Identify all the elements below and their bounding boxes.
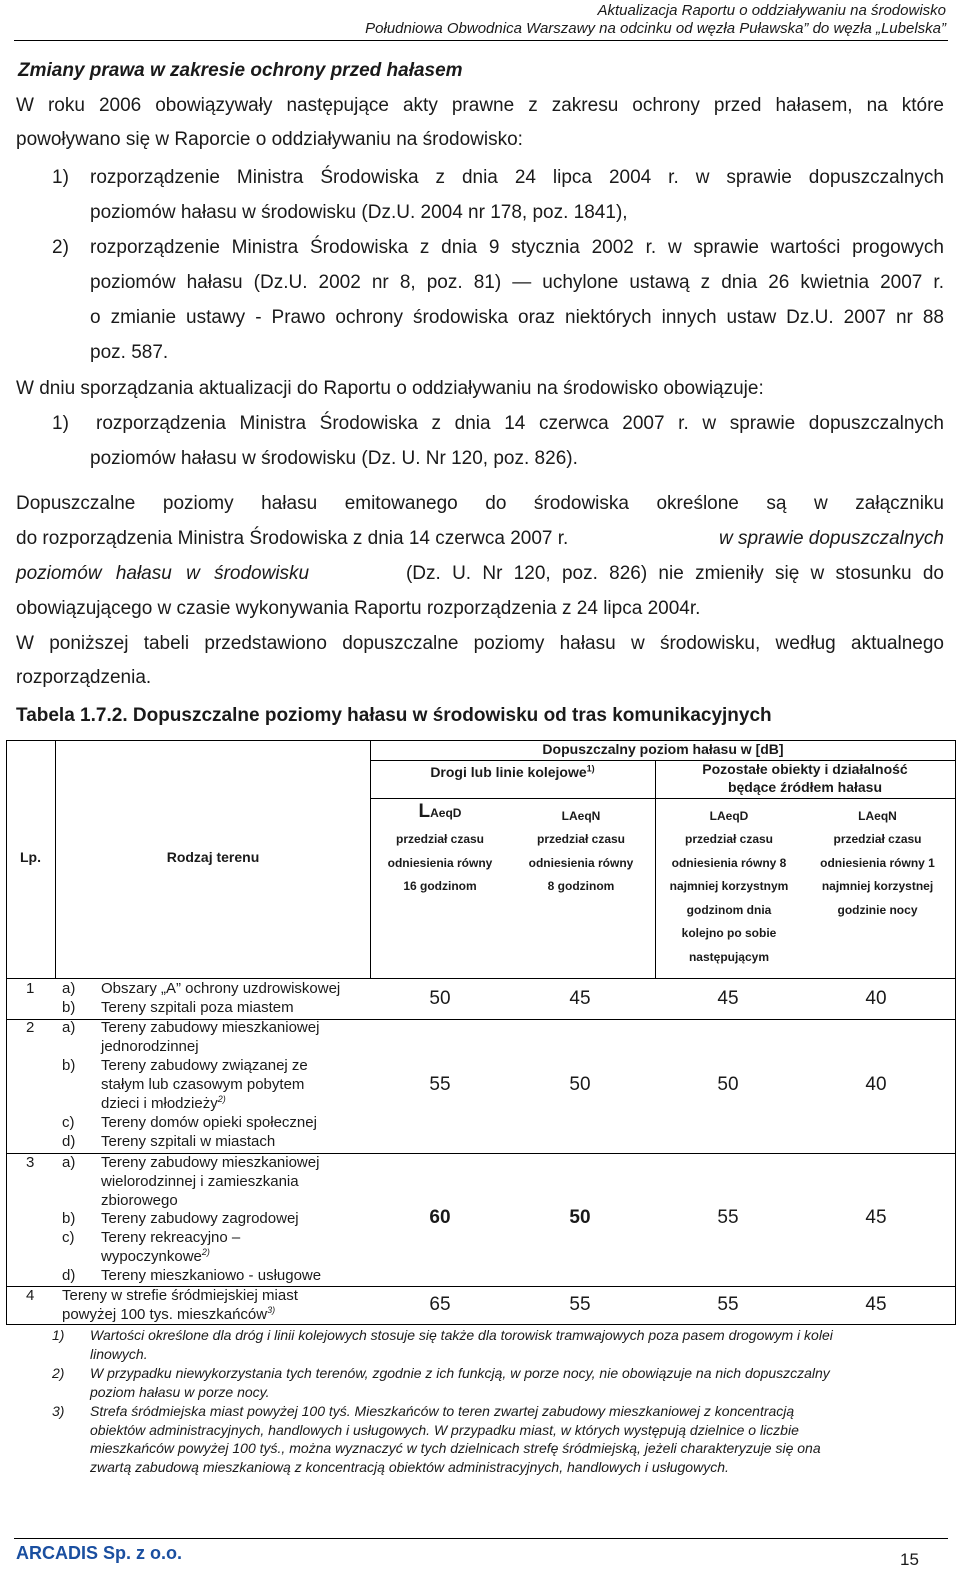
header-other-sources-2: będące źródłem hałasu bbox=[727, 779, 883, 795]
list1-item-2-line-1: rozporządzenie Ministra Środowiska z dnia 9 stycznia 2002 r. w sprawie wartości progowych bbox=[90, 237, 944, 258]
header-line-1: Aktualizacja Raportu o oddziaływaniu na środowisko bbox=[597, 2, 946, 19]
row3-c-label: c) bbox=[62, 1229, 75, 1246]
col2-metric: LAeqN bbox=[561, 809, 601, 823]
footer-divider bbox=[14, 1538, 948, 1539]
row3-c-line-2: wypoczynkowe$^{2)}$ bbox=[101, 1247, 210, 1265]
row3-b-label: b) bbox=[62, 1210, 76, 1227]
row1-b-label: b) bbox=[62, 999, 76, 1016]
row3-d-text: Tereny mieszkaniowo - usługowe bbox=[101, 1267, 322, 1284]
row3-a-line-3: zbiorowego bbox=[101, 1192, 178, 1209]
para1-line-3b: (Dz. U. Nr 120, poz. 826) nie zmieniły się w stosunku do bbox=[405, 563, 944, 584]
row1-value-3: 45 bbox=[717, 988, 739, 1009]
row2-value-1: 55 bbox=[429, 1074, 451, 1095]
col3-desc: przedział czasu odniesienia równy 8 najmniej korzystnym godzinom dnia kolejno po sobie następującym bbox=[669, 832, 789, 964]
header-line-2: Południowa Obwodnica Warszawy na odcinku od węzła Puławska” do węzła „Lubelska” bbox=[365, 20, 946, 37]
row3-value-4: 45 bbox=[865, 1207, 887, 1228]
table-header-bottom-line bbox=[6, 978, 956, 979]
row3-d-label: d) bbox=[62, 1267, 76, 1284]
intro-line-2: powoływano się w Raporcie o oddziaływaniu na środowisko: bbox=[16, 129, 523, 150]
row4-value-2: 55 bbox=[569, 1294, 591, 1315]
row2-c-text: Tereny domów opieki społecznej bbox=[101, 1114, 317, 1131]
list1-item-2-line-3: o zmianie ustawy - Prawo ochrony środowiska oraz niektórych innych ustaw Dz.U. 2007 nr 88 bbox=[90, 307, 944, 328]
row2-value-3: 50 bbox=[717, 1074, 739, 1095]
row2-a-label: a) bbox=[62, 1019, 76, 1036]
intro-line-1: W roku 2006 obowiązywały następujące akty prawne z zakresu ochrony przed hałasem, na które bbox=[16, 95, 944, 116]
row3-b-text: Tereny zabudowy zagrodowej bbox=[101, 1210, 299, 1227]
row1-a-label: a) bbox=[62, 980, 76, 997]
table-row-1-lp: 1 bbox=[26, 980, 35, 997]
list1-item-1-line-1: rozporządzenie Ministra Środowiska z dnia 24 lipca 2004 r. w sprawie dopuszczalnych bbox=[90, 167, 944, 188]
col2-desc: przedział czasu odniesienia równy 8 godzinom bbox=[528, 832, 634, 893]
list2-item-1-num: 1) bbox=[52, 413, 69, 434]
header-area-type: Rodzaj terenu bbox=[166, 849, 260, 865]
list2-item-1-line-1: rozporządzenia Ministra Środowiska z dnia 14 czerwca 2007 r. w sprawie dopuszczalnych bbox=[96, 413, 944, 434]
row2-value-2: 50 bbox=[569, 1074, 591, 1095]
row1-value-4: 40 bbox=[865, 988, 887, 1009]
row2-b-line-2: stałym lub czasowym pobytem bbox=[101, 1076, 305, 1093]
row3-value-3: 55 bbox=[717, 1207, 739, 1228]
footnote-2: 2) W przypadku niewykorzystania tych terenów, zgodnie z ich funkcją, w porze nocy, nie obowiązuje na nich dopuszczalny poziom hałasu w porze nocy. bbox=[52, 1365, 830, 1400]
table-border-right bbox=[955, 740, 956, 1325]
col1-metric: LAeqD bbox=[418, 801, 462, 822]
footnote-3: 3) Strefa śródmiejska miast powyżej 100 tyś. Mieszkańców to teren zwartej zabudowy mieszkaniowej z koncentracją obiektów administracyjnych, handlowych i usługowych. W przypadku miast, w których występują dzielnice o liczbie mieszkańców powyżej 100 tyś., można wyznaczyć w tych dzielnicach strefę śródmiejską, jeżeli charakteryzuje się ona zwartą zabudową mieszkaniową z koncentracją obiektów administracyjnych, handlowych i usługowych. bbox=[52, 1403, 821, 1475]
row4-line-2: powyżej 100 tys. mieszkańców$^{3)}$ bbox=[62, 1305, 276, 1323]
row4-line-1: Tereny w strefie śródmiejskiej miast bbox=[62, 1287, 298, 1304]
para1-line-3a: poziomów hałasu w środowisku bbox=[16, 563, 310, 584]
row2-b-line-3: dzieci i młodzieży$^{2)}$ bbox=[101, 1094, 226, 1112]
row3-a-label: a) bbox=[62, 1154, 76, 1171]
row1-a-text: Obszary „A” ochrony uzdrowiskowej bbox=[101, 980, 341, 997]
para1-line-1: Dopuszczalne poziomy hałasu emitowanego do środowiska określone są w załączniku bbox=[16, 493, 944, 514]
para2-line-2: rozporządzenia. bbox=[16, 667, 152, 688]
col4-desc: przedział czasu odniesienia równy 1 najmniej korzystnej godzinie nocy bbox=[820, 832, 935, 917]
row1-b-text: Tereny szpitali poza miastem bbox=[101, 999, 294, 1016]
col1-desc: przedział czasu odniesienia równy 16 godzinom bbox=[387, 832, 493, 893]
row2-value-4: 40 bbox=[865, 1074, 887, 1095]
row2-c-label: c) bbox=[62, 1114, 75, 1131]
para2-line-1: W poniższej tabeli przedstawiono dopuszczalne poziomy hałasu w środowisku, według aktualnego bbox=[16, 633, 944, 654]
row2-d-text: Tereny szpitali w miastach bbox=[101, 1133, 276, 1150]
footnote-1: 1) Wartości określone dla dróg i linii kolejowych stosuje się także dla torowisk tramwajowych poza pasem drogowym i kolei linowych. bbox=[52, 1327, 833, 1362]
row1-value-2: 45 bbox=[569, 988, 591, 1009]
row4-value-4: 45 bbox=[865, 1294, 887, 1315]
list1-item-2-line-2: poziomów hałasu (Dz.U. 2002 nr 8, poz. 81) — uchylone ustawą z dnia 26 kwietnia 2007 r. bbox=[90, 272, 944, 293]
list1-item-2-line-4: poz. 587. bbox=[90, 342, 169, 363]
table-row-3-lp: 3 bbox=[26, 1154, 35, 1171]
para1-line-2b: w sprawie dopuszczalnych bbox=[719, 528, 944, 549]
header-lp: Lp. bbox=[20, 849, 41, 865]
header-roads-rail: Drogi lub linie kolejowe$^{1)}$ bbox=[430, 763, 595, 780]
subgroup-header-line bbox=[370, 798, 956, 799]
row3-value-1: 60 bbox=[429, 1207, 451, 1228]
list1-item-1-num: 1) bbox=[52, 167, 69, 188]
list1-item-2-num: 2) bbox=[52, 237, 69, 258]
col4-metric: LAeqN bbox=[858, 809, 897, 823]
table-row-4-lp: 4 bbox=[26, 1287, 35, 1304]
row4-value-3: 55 bbox=[717, 1294, 739, 1315]
table-title: Tabela 1.7.2. Dopuszczalne poziomy hałasu w środowisku od tras komunikacyjnych bbox=[16, 705, 772, 726]
row2-b-label: b) bbox=[62, 1057, 76, 1074]
section-title: Zmiany prawa w zakresie ochrony przed hałasem bbox=[18, 60, 463, 81]
row3-c-line-1: Tereny rekreacyjno – bbox=[101, 1229, 241, 1246]
row3-a-line-2: wielorodzinnej i zamieszkania bbox=[101, 1173, 299, 1190]
para1-line-4: obowiązującego w czasie wykonywania Raportu rozporządzenia z 24 lipca 2004r. bbox=[16, 598, 701, 619]
para1-line-2a: do rozporządzenia Ministra Środowiska z dnia 14 czerwca 2007 r. bbox=[16, 528, 569, 549]
page-number: 15 bbox=[900, 1550, 919, 1569]
row1-value-1: 50 bbox=[429, 988, 451, 1009]
row2-b-line-1: Tereny zabudowy związanej ze bbox=[101, 1057, 308, 1074]
row2-d-label: d) bbox=[62, 1133, 76, 1150]
row4-value-1: 65 bbox=[429, 1294, 451, 1315]
table-row-2-lp: 2 bbox=[26, 1019, 35, 1036]
list1-item-1-line-2: poziomów hałasu w środowisku (Dz.U. 2004 nr 178, poz. 1841), bbox=[90, 202, 628, 223]
company-logo-text: ARCADIS Sp. z o.o. bbox=[16, 1543, 182, 1563]
row2-a-line-1: Tereny zabudowy mieszkaniowej bbox=[101, 1019, 320, 1036]
header-other-sources-1: Pozostałe obiekty i działalność bbox=[702, 761, 908, 777]
row3-a-line-1: Tereny zabudowy mieszkaniowej bbox=[101, 1154, 320, 1171]
header-allowed-level: Dopuszczalny poziom hałasu w [dB] bbox=[542, 741, 784, 757]
list2-item-1-line-2: poziomów hałasu w środowisku (Dz. U. Nr 120, poz. 826). bbox=[90, 448, 578, 469]
current-law-intro: W dniu sporządzania aktualizacji do Raportu o oddziaływaniu na środowisko obowiązuje: bbox=[16, 378, 764, 399]
col3-metric: LAeqD bbox=[709, 809, 749, 823]
row3-value-2: 50 bbox=[569, 1207, 591, 1228]
table-border-left bbox=[6, 740, 7, 1325]
row2-a-line-2: jednorodzinnej bbox=[101, 1038, 199, 1055]
